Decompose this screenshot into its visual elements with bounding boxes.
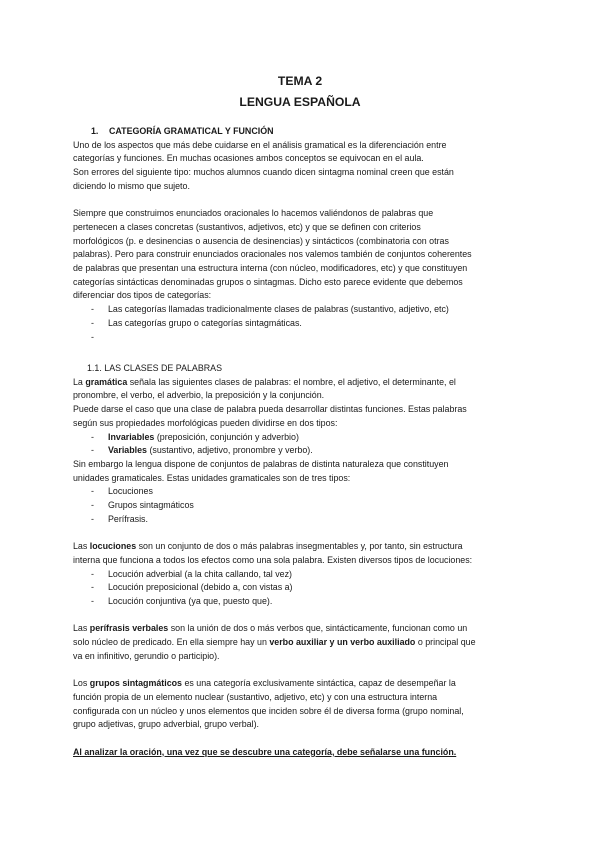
paragraph-line: solo núcleo de predicado. En ella siempre hay un verbo auxiliar y un verbo auxiliado o principal que [73, 637, 476, 648]
paragraph-line: morfológicos (p. e desinencias o ausencia de desinencias) y sintácticos (combinatoria con otras [73, 235, 449, 246]
list-item: - Locución adverbial (a la chita callando, tal vez) [73, 568, 533, 582]
term-perifrasis: perífrasis verbales [89, 623, 169, 634]
paragraph-line: función propia de un elemento nuclear (sustantivo, adjetivo, etc) y con una estructura interna [73, 691, 438, 702]
section-1-number: 1. [91, 126, 99, 136]
term-gramatica: gramática [85, 376, 128, 387]
section-1-1-heading [73, 362, 533, 376]
intro-line: diciendo lo mismo que sujeto. [73, 180, 190, 191]
list-item: - Locuciones [73, 485, 533, 499]
paragraph-line: unidades gramaticales. Estas unidades gramaticales son de tres tipos: [73, 472, 351, 483]
list-item: - Invariables (preposición, conjunción y adverbio) [73, 431, 533, 445]
paragraph-line: Los grupos sintagmáticos es una categoría exclusivamente sintáctica, capaz de desempeñar la [73, 678, 456, 689]
paragraph-line: Las locuciones son un conjunto de dos o más palabras insegmentables y, por tanto, sin estructura [73, 541, 463, 552]
doc-title: TEMA 2 [277, 74, 323, 88]
list-item: - Grupos sintagmáticos [73, 499, 533, 513]
section-1-1 [73, 362, 533, 759]
list-item: - Perífrasis. [73, 513, 533, 527]
paragraph-line: diferenciar dos tipos de categorías: [73, 290, 212, 301]
empty-list-item [73, 331, 533, 345]
list-item: - Variables (sustantivo, adjetivo, pronombre y verbo). [73, 444, 533, 458]
section-1-1-number: 1.1. [87, 363, 102, 373]
doc-subtitle: LENGUA ESPAÑOLA [239, 95, 361, 109]
paragraph-line: pronombre, el verbo, el adverbio, la preposición y la conjunción. [73, 390, 325, 401]
list-item: - Las categorías llamadas tradicionalmente clases de palabras (sustantivo, adjetivo, etc) [73, 303, 533, 317]
paragraph-line: La gramática señala las siguientes clases de palabras: el nombre, el adjetivo, el determinante, el [73, 376, 456, 387]
word-types-list [73, 431, 533, 458]
final-note: Al analizar la oración, una vez que se descubre una categoría, debe señalarse una función. [73, 746, 457, 757]
term-locuciones: locuciones [89, 541, 137, 552]
term-verbo-auxiliar: verbo auxiliar y un verbo auxiliado [269, 637, 416, 648]
paragraph-line: categorías sintácticas denominadas grupos o sintagmas. Dicho esto parece evidente que debemos [73, 276, 463, 287]
paragraph-line: pertenecen a clases concretas (sustantivos, adjetivos, etc) y que se definen con criterios [73, 221, 421, 232]
intro-line: Son errores del siguiente tipo: muchos alumnos cuando dicen sintagma nominal creen que están [73, 167, 454, 178]
paragraph-line: grupo adjetivas, grupo adverbial, grupo verbal). [73, 719, 259, 730]
intro-line: categorías y funciones. En muchas ocasiones ambos conceptos se equivocan en el aula. [73, 153, 424, 164]
paragraph-line: Sin embargo la lengua dispone de conjuntos de palabras de distinta naturaleza que constituyen [73, 458, 449, 469]
section-1-1-title: LAS CLASES DE PALABRAS [104, 363, 223, 373]
paragraph-line: Puede darse el caso que una clase de palabra pueda desarrollar distintas funciones. Estas palabras [73, 404, 467, 415]
locution-types-list [73, 568, 533, 609]
section-1 [73, 125, 533, 344]
paragraph-line: Las perífrasis verbales son la unión de dos o más verbos que, sintácticamente, funcionan como un [73, 623, 468, 634]
paragraph-line: configurada con un núcleo y unos elementos que inciden sobre él de diversa forma (grupo nominal, [73, 705, 464, 716]
paragraph-line: interna que funciona a todos los efectos como una sola palabra. Existen diversos tipos de locuciones: [73, 554, 473, 565]
category-list [73, 303, 533, 344]
units-list [73, 485, 533, 526]
term-grupos: grupos sintagmáticos [89, 678, 182, 689]
list-item: - Las categorías grupo o categorías sintagmáticas. [73, 317, 533, 331]
paragraph-line: va en infinitivo, gerundio o participio). [73, 650, 220, 661]
intro-line: Uno de los aspectos que más debe cuidarse en el análisis gramatical es la diferenciación entre [73, 139, 447, 150]
paragraph-line: Siempre que construimos enunciados oracionales lo hacemos valiéndonos de palabras que [73, 208, 434, 219]
list-item: - Locución preposicional (debido a, con vistas a) [73, 581, 533, 595]
list-item: - Locución conjuntiva (ya que, puesto que). [73, 595, 533, 609]
paragraph-line: de palabras que presentan una estructura interna (con núcleo, modificadores, etc) y que constituyen [73, 263, 468, 274]
section-1-title: CATEGORÍA GRAMATICAL Y FUNCIÓN [109, 126, 274, 136]
section-1-heading [73, 125, 533, 139]
paragraph-line: según sus propiedades morfológicas pueden dividirse en dos tipos: [73, 417, 338, 428]
paragraph-line: palabras). Pero para construir enunciados oracionales nos valemos también de conjuntos coherentes [73, 249, 472, 260]
